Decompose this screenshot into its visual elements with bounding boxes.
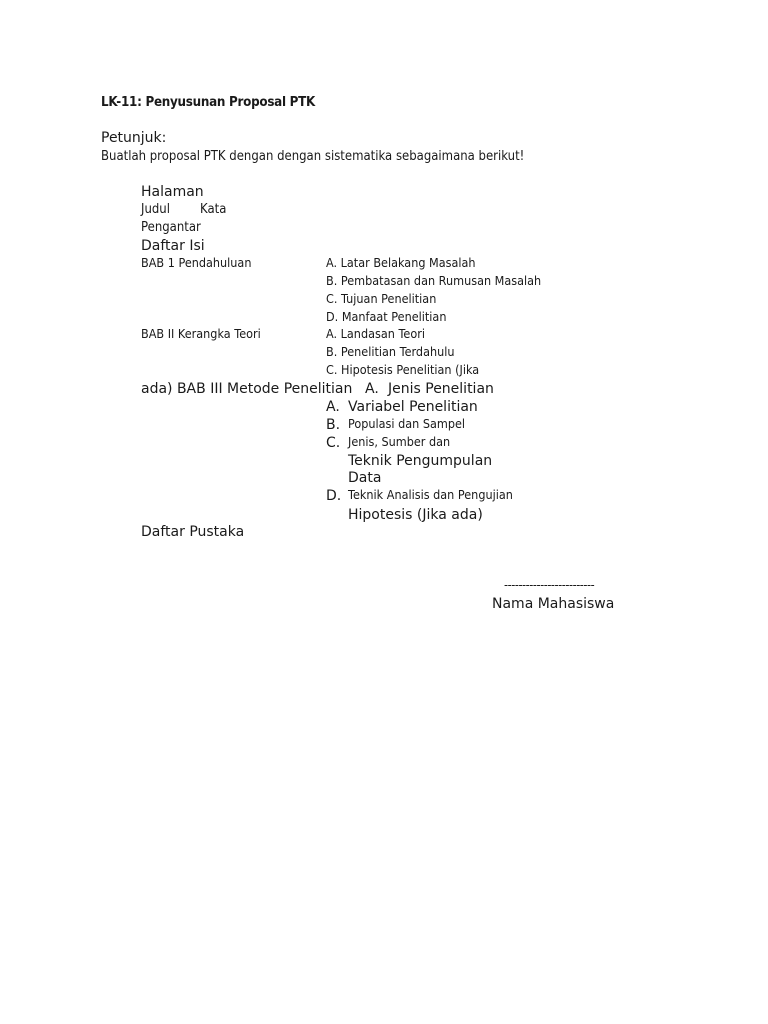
bab3-item: Populasi dan Sampel xyxy=(348,416,466,431)
bab1-item: C. Tujuan Penelitian xyxy=(326,291,437,306)
bab2-item: C. Hipotesis Penelitian (Jika xyxy=(326,362,480,377)
outline-daftar-isi: Daftar Isi xyxy=(141,238,205,254)
petunjuk-label: Petunjuk: xyxy=(101,130,167,146)
bab3-first-item: Jenis Penelitian xyxy=(388,381,494,397)
bab3-label: ada) BAB III Metode Penelitian xyxy=(141,381,353,397)
outline-kata: Kata xyxy=(200,202,227,217)
signature-name: Nama Mahasiswa xyxy=(492,596,615,612)
bab3-first-marker: A. xyxy=(365,381,379,397)
bab1-item: D. Manfaat Penelitian xyxy=(326,309,447,324)
outline-pengantar: Pengantar xyxy=(141,220,201,235)
bab2-label: BAB II Kerangka Teori xyxy=(141,326,261,341)
outline-halaman: Halaman xyxy=(141,184,204,200)
bab3-item: Jenis, Sumber dan xyxy=(348,434,451,449)
bab3-item: Hipotesis (Jika ada) xyxy=(348,507,483,523)
outline-daftar-pustaka: Daftar Pustaka xyxy=(141,524,245,540)
bab3-item: Teknik Analisis dan Pengujian xyxy=(348,487,513,502)
bab3-item-marker: D. xyxy=(326,488,342,504)
page-title: LK-11: Penyusunan Proposal PTK xyxy=(101,95,316,110)
bab2-item: A. Landasan Teori xyxy=(326,326,425,341)
bab3-item: Teknik Pengumpulan xyxy=(348,453,493,469)
bab3-item: Variabel Penelitian xyxy=(348,399,478,415)
bab2-item: B. Penelitian Terdahulu xyxy=(326,344,455,359)
signature-line: ------------------------- xyxy=(504,577,595,592)
bab3-item: Data xyxy=(348,470,382,486)
bab1-item: A. Latar Belakang Masalah xyxy=(326,255,476,270)
bab3-item-marker: A. xyxy=(326,399,340,415)
outline-judul: Judul xyxy=(141,202,170,217)
bab1-label: BAB 1 Pendahuluan xyxy=(141,255,252,270)
instruction-text: Buatlah proposal PTK dengan dengan sistematika sebagaimana berikut! xyxy=(101,149,525,164)
bab3-item-marker: C. xyxy=(326,435,341,451)
bab1-item: B. Pembatasan dan Rumusan Masalah xyxy=(326,273,542,288)
bab3-item-marker: B. xyxy=(326,417,341,433)
